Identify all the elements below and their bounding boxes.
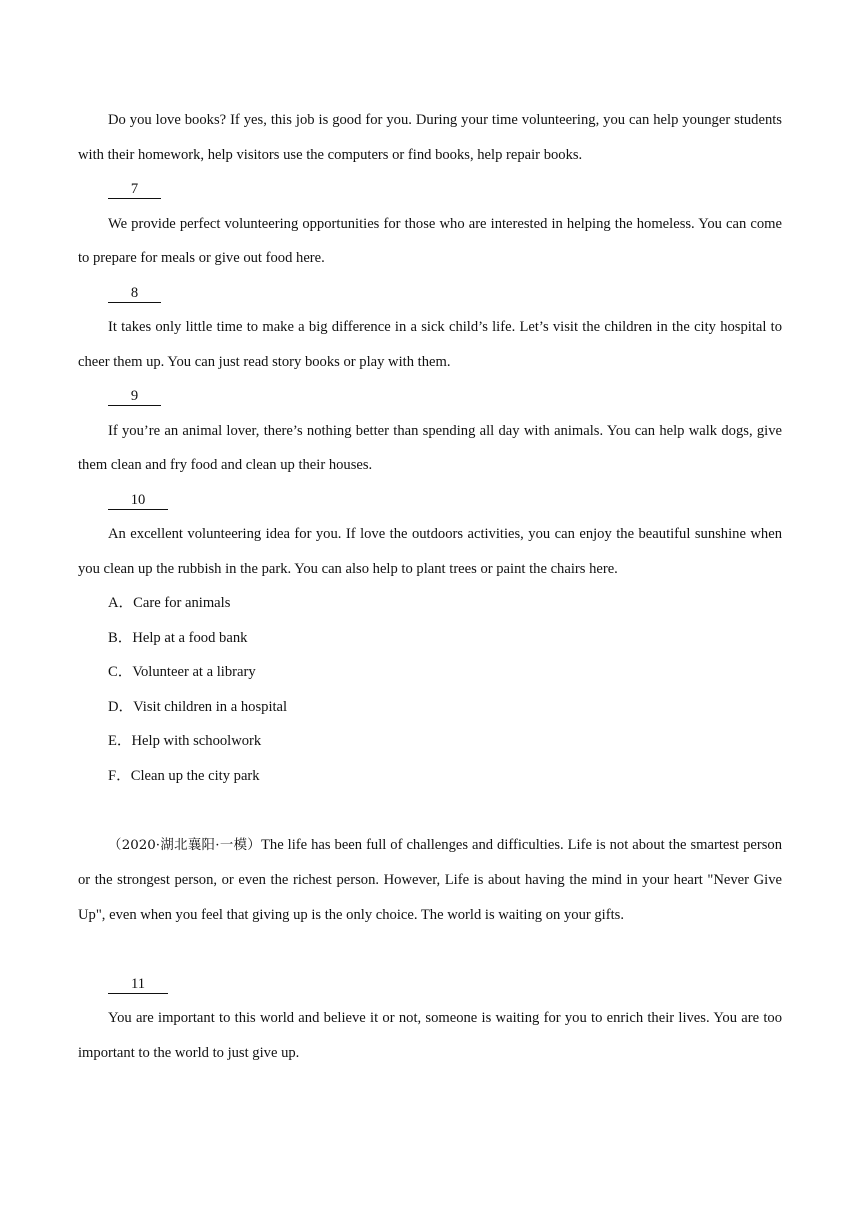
answer-blank-11: 11 xyxy=(108,976,168,994)
answer-blank-9: 9 xyxy=(108,388,161,406)
blank-8-line xyxy=(78,276,782,311)
option-b: B．Help at a food bank xyxy=(108,629,248,646)
blank-7-line xyxy=(78,172,782,207)
answer-blank-10: 10 xyxy=(108,492,168,510)
section-spacer xyxy=(78,793,782,828)
paragraph-food: We provide perfect volunteering opportunities for those who are interested in helping the homeless. You can come to prepare for meals or give out food here. xyxy=(78,215,782,266)
intro-text: The life has been full of challenges and difficulties. Life is not about the smartest person or the strongest person, or even the richest person. However, Life is about having the mind in your heart "Never Give Up", even when you feel that giving up is the only choice. The world is waiting on your gifts. xyxy=(78,836,782,923)
paragraph-important: You are important to this world and believe it or not, someone is waiting for you to enrich their lives. You are too important to the world to just give up. xyxy=(78,1010,782,1061)
document-page xyxy=(78,103,782,1070)
section-spacer-2 xyxy=(78,932,782,967)
source-tag: （2020·湖北襄阳·一模） xyxy=(108,837,262,853)
paragraph-intro xyxy=(78,828,782,933)
paragraph-hospital: It takes only little time to make a big difference in a sick child’s life. Let’s visit the children in the city hospital to cheer them up. You can just read story books or play with them. xyxy=(78,319,782,370)
option-e: E．Help with schoolwork xyxy=(108,733,262,749)
option-a: A．Care for animals xyxy=(108,595,231,611)
paragraph-park: An excellent volunteering idea for you. If love the outdoors activities, you can enjoy the beautiful sunshine when you clean up the rubbish in the park. You can also help to plant trees or paint the chairs here. xyxy=(78,526,782,577)
option-c: C．Volunteer at a library xyxy=(108,664,256,680)
option-d: D．Visit children in a hospital xyxy=(108,698,288,715)
paragraph-animals: If you’re an animal lover, there’s nothing better than spending all day with animals. You can help walk dogs, give them clean and fry food and clean up their houses. xyxy=(78,422,782,473)
answer-blank-7: 7 xyxy=(108,181,161,199)
blank-10-line xyxy=(78,483,782,518)
paragraph-library: Do you love books? If yes, this job is good for you. During your time volunteering, you can help younger students with their homework, help visitors use the computers or find books, help repair books. xyxy=(78,112,782,163)
option-f: F．Clean up the city park xyxy=(108,767,260,784)
blank-11-line xyxy=(78,967,782,1002)
answer-blank-8: 8 xyxy=(108,285,161,303)
blank-9-line xyxy=(78,379,782,414)
